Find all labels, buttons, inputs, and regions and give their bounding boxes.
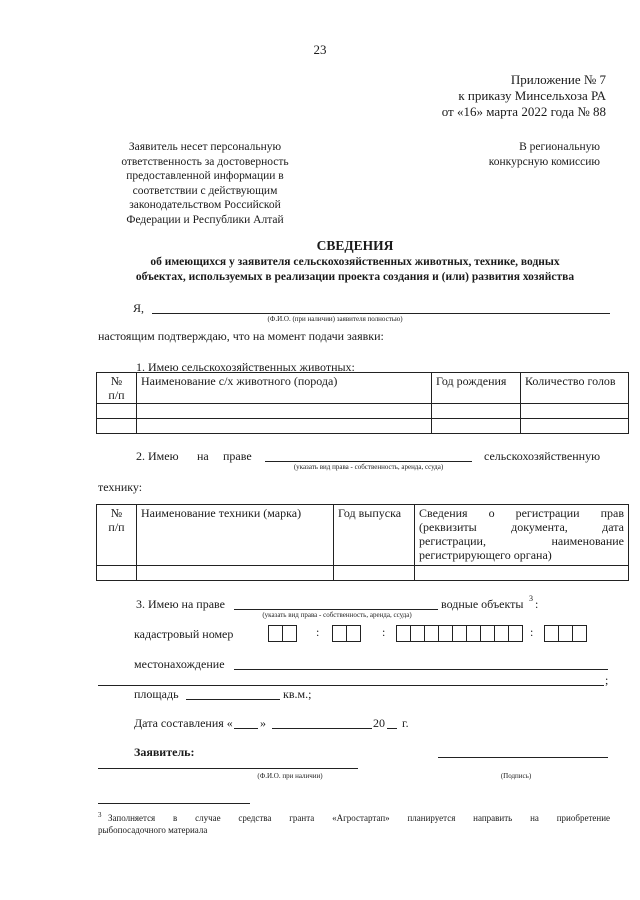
col-head-count: Количество голов <box>521 373 629 404</box>
addressee-line: конкурсную комиссию <box>488 155 600 168</box>
area-label: площадь <box>134 687 179 701</box>
i-label: Я, <box>133 301 145 315</box>
date-month-input[interactable] <box>272 728 372 729</box>
cadastral-digit-box[interactable] <box>346 625 361 642</box>
cadastral-group-4 <box>544 625 587 642</box>
table-row <box>97 404 629 419</box>
date-year-suffix: г. <box>402 716 409 730</box>
fio-input-line[interactable] <box>152 313 610 314</box>
cadastral-digit-box[interactable] <box>332 625 346 642</box>
section3-colon: : <box>535 597 539 611</box>
registration-line: (реквизиты документа, дата <box>419 520 624 534</box>
section2-tail: сельскохозяйственную <box>484 449 601 463</box>
date-close-quote: » <box>260 716 266 730</box>
table-row <box>97 566 629 581</box>
table-cell[interactable] <box>432 404 521 419</box>
document-subtitle-1: об имеющихся у заявителя сельскохозяйственных животных, технике, водных <box>150 256 560 268</box>
responsibility-line: соответствии с действующим <box>132 184 278 197</box>
responsibility-note <box>100 140 310 227</box>
col-equipment-name: Наименование техники (марка) <box>137 505 334 566</box>
location-semicolon: ; <box>605 673 609 687</box>
section1-heading: 1. Имею сельскохозяйственных животных: <box>136 360 355 374</box>
table-cell[interactable] <box>97 566 137 581</box>
right-type-hint: (указать вид права - собственность, аренда, ссуда) <box>293 463 444 471</box>
cadastral-digit-box[interactable] <box>268 625 282 642</box>
cadastral-number <box>268 625 628 642</box>
table-cell[interactable] <box>137 404 432 419</box>
cadastral-sep: : <box>530 625 534 639</box>
col-number: № п/п <box>97 373 137 404</box>
cadastral-sep: : <box>316 625 320 639</box>
date-day-input[interactable] <box>234 728 258 729</box>
location-input-line[interactable] <box>234 669 608 670</box>
cadastral-group-2 <box>332 625 361 642</box>
cadastral-digit-box[interactable] <box>466 625 480 642</box>
table-cell[interactable] <box>415 566 629 581</box>
table-cell[interactable] <box>432 419 521 434</box>
table-cell[interactable] <box>137 419 432 434</box>
footnote-ref: 3 <box>529 594 533 603</box>
area-input-line[interactable] <box>186 699 280 700</box>
addressee <box>440 140 600 169</box>
location-label: местонахождение <box>134 657 225 671</box>
applicant-fio-input-line[interactable] <box>98 768 358 769</box>
registration-line: регистрирующего органа) <box>419 548 552 562</box>
col-animal-name: Наименование с/х животного (порода) <box>137 373 432 404</box>
responsibility-line: Заявитель несет персональную <box>128 141 282 153</box>
section2-right: праве <box>223 449 252 463</box>
water-right-input-line[interactable] <box>234 609 438 610</box>
table-cell[interactable] <box>97 419 137 434</box>
cadastral-digit-box[interactable] <box>494 625 508 642</box>
applicant-label: Заявитель: <box>134 745 195 759</box>
table-header-row <box>97 373 629 404</box>
cadastral-digit-box[interactable] <box>438 625 452 642</box>
footnote-text-1: Заполняется в случае средства гранта «Агростартап» планируется направить на приобретение <box>108 813 610 823</box>
table-header-row <box>97 505 629 566</box>
cadastral-digit-box[interactable] <box>558 625 572 642</box>
col-birth-year: Год рождения <box>432 373 521 404</box>
section3-suffix: водные объекты <box>441 597 524 611</box>
appendix-title: Приложение № 7 <box>510 72 606 87</box>
cadastral-digit-box[interactable] <box>480 625 494 642</box>
right-type-input-line[interactable] <box>265 461 472 462</box>
cadastral-digit-box[interactable] <box>410 625 424 642</box>
equipment-table <box>96 504 629 581</box>
appendix-date: от «16» марта 2022 года № 88 <box>441 104 606 119</box>
date-year-input[interactable] <box>387 728 397 729</box>
appendix-order: к приказу Минсельхоза РА <box>458 88 606 103</box>
cadastral-digit-box[interactable] <box>396 625 410 642</box>
cadastral-digit-box[interactable] <box>452 625 466 642</box>
date-year-prefix: 20 <box>373 716 385 730</box>
col-release-year: Год выпуска <box>334 505 415 566</box>
animals-table <box>96 372 629 434</box>
page-number: 23 <box>313 42 327 57</box>
registration-line: регистрации, наименование <box>419 534 624 548</box>
cadastral-digit-box[interactable] <box>424 625 438 642</box>
registration-line: Сведения о регистрации прав <box>419 506 624 520</box>
applicant-fio-hint: (Ф.И.О. при наличии) <box>257 772 323 780</box>
addressee-line: В региональную <box>519 141 600 153</box>
cadastral-digit-box[interactable] <box>572 625 587 642</box>
water-right-hint: (указать вид права - собственность, аренда, ссуда) <box>262 611 412 619</box>
table-row <box>97 419 629 434</box>
footnote-text-2: рыбопосадочного материала <box>98 825 208 835</box>
section2-prefix: 2. Имею <box>136 449 179 463</box>
signature-hint: (Подпись) <box>500 772 532 780</box>
signature-input-line[interactable] <box>438 757 608 758</box>
section2-on: на <box>197 449 209 463</box>
document-subtitle-2: объектах, используемых в реализации проекта создания и (или) развития хозяйства <box>135 271 575 283</box>
responsibility-line: законодательством Российской <box>129 199 281 211</box>
responsibility-line: Федерации и Республики Алтай <box>126 213 284 226</box>
cadastral-group-3 <box>396 625 523 642</box>
table-cell[interactable] <box>97 404 137 419</box>
col-number: № п/п <box>97 505 137 566</box>
table-cell[interactable] <box>334 566 415 581</box>
confirm-text: настоящим подтверждаю, что на момент подачи заявки: <box>98 329 384 343</box>
cadastral-group-1 <box>268 625 297 642</box>
cadastral-digit-box[interactable] <box>282 625 297 642</box>
cadastral-digit-box[interactable] <box>508 625 523 642</box>
cadastral-digit-box[interactable] <box>544 625 558 642</box>
fio-hint: (Ф.И.О. (при наличии) заявителя полностью) <box>267 315 403 323</box>
responsibility-line: ответственность за достоверность <box>121 155 289 168</box>
responsibility-line: предоставленной информации в <box>126 170 284 182</box>
cadastral-label: кадастровый номер <box>134 627 234 641</box>
location-input-line-2[interactable] <box>98 685 604 686</box>
cadastral-sep: : <box>382 625 386 639</box>
section2-line2: технику: <box>98 480 143 494</box>
section3-prefix: 3. Имею на праве <box>136 597 225 611</box>
area-unit: кв.м.; <box>283 687 312 701</box>
table-cell[interactable] <box>521 419 629 434</box>
date-label: Дата составления « <box>134 716 233 730</box>
document-title: СВЕДЕНИЯ <box>316 238 394 253</box>
col-registration <box>415 505 629 566</box>
footnote-mark: 3 <box>98 811 102 819</box>
footnote-divider <box>98 803 250 804</box>
table-cell[interactable] <box>521 404 629 419</box>
table-cell[interactable] <box>137 566 334 581</box>
